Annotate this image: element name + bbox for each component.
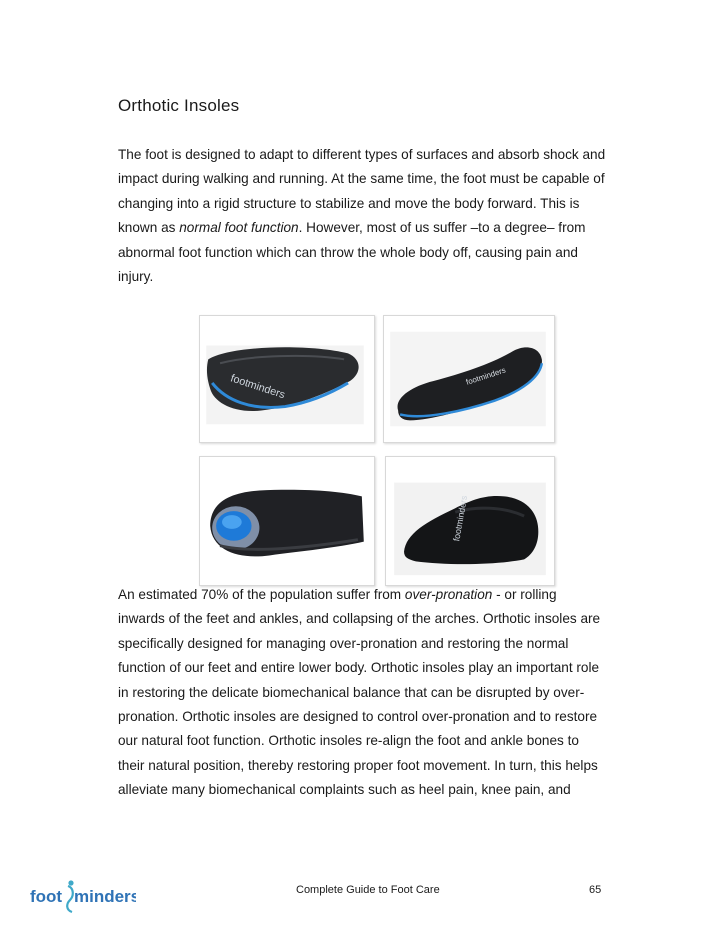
insole-side-illustration [200, 316, 374, 442]
text-line: in restoring the delicate biomechanical balance that can be disrupted by over- [118, 684, 585, 700]
text-fragment: known as [118, 220, 180, 236]
text-line: injury. [118, 269, 154, 285]
logo-text-foot: foot [30, 887, 63, 906]
text-line: alleviate many biomechanical complaints such as heel pain, knee pain, and [118, 782, 571, 798]
insole-brand-text: footminders [451, 494, 470, 543]
insole-brand-text: footminders [228, 372, 287, 402]
text-line: our natural foot function. Orthotic insoles re-align the foot and ankle bones to [118, 733, 579, 749]
text-line: pronation. Orthotic insoles are designed to control over-pronation and to restore [118, 709, 598, 725]
logo-text-minders: minders [74, 887, 136, 906]
text-line: inwards of the feet and ankles, and collapsing of the arches. Orthotic insoles are [118, 611, 601, 627]
text-fragment: . However, most of us suffer –to a degree– from [298, 220, 586, 236]
text-line: their natural position, thereby restoring proper foot movement. In turn, this helps [118, 757, 598, 773]
text-fragment: An estimated 70% of the population suffer from [118, 587, 405, 602]
intro-paragraph [118, 143, 638, 289]
insole-brand-text: footminders [464, 365, 507, 387]
footminders-logo [30, 878, 136, 914]
emphasis-over-pronation: over-pronation [404, 587, 493, 602]
text-line [118, 583, 638, 607]
insole-photo-top [199, 456, 375, 586]
page-number: 65 [589, 884, 602, 896]
insole-rear-illustration [386, 457, 554, 585]
text-line: The foot is designed to adapt to different types of surfaces and absorb shock and [118, 147, 606, 162]
text-line: abnormal foot function which can throw the whole body off, causing pain and [118, 244, 578, 260]
emphasis-normal-foot-function: normal foot function [179, 220, 299, 236]
logo-head-icon [68, 880, 73, 885]
logo-figure-icon [67, 886, 73, 912]
footer-title: Complete Guide to Foot Care [296, 884, 440, 896]
over-pronation-paragraph [118, 583, 638, 803]
insole-photo-angled [383, 315, 555, 443]
text-line: function of our feet and entire lower body. Orthotic insoles play an important role [118, 660, 600, 676]
text-fragment: - or rolling [492, 587, 557, 602]
insole-top-illustration [200, 457, 374, 585]
insole-photo-side [199, 315, 375, 443]
insole-photo-rear [385, 456, 555, 586]
logo-mark [30, 878, 136, 914]
text-line [118, 216, 638, 240]
text-line: specifically designed for managing over-pronation and restoring the normal [118, 635, 569, 651]
insole-angled-illustration [384, 316, 554, 442]
text-line: changing into a rigid structure to stabilize and move the body forward. This is [118, 195, 580, 211]
page-title: Orthotic Insoles [118, 96, 240, 115]
text-line: impact during walking and running. At the same time, the foot must be capable of [118, 171, 605, 187]
